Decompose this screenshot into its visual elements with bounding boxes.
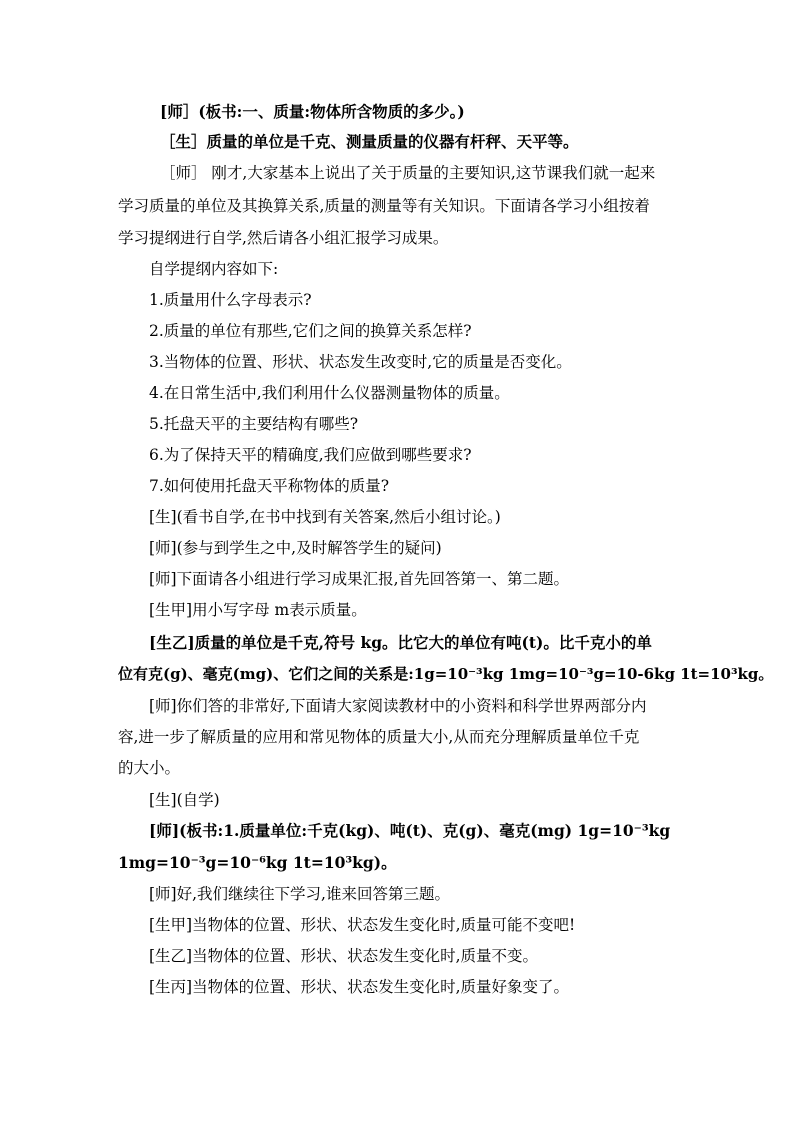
text-line-24: [师](板书:1.质量单位:千克(kg)、吨(t)、克(g)、毫克(mg) 1g=10⁻³kg [149,821,671,840]
text-line-18: [生乙]质量的单位是千克,符号 kg。比它大的单位有吨(t)。比千克小的单 [149,633,652,652]
text-line-22: 的大小。 [118,759,181,777]
text-line-29: [生丙]当物体的位置、形状、状态发生变化时,质量好象变了。 [149,978,570,996]
text-line-28: [生乙]当物体的位置、形状、状态发生变化时,质量不变。 [149,947,539,965]
outline-item-3: 3.当物体的位置、形状、状态发生改变时,它的质量是否变化。 [149,353,572,371]
text-line-15: [师](参与到学生之中,及时解答学生的疑问) [149,539,442,557]
text-line-16: [师]下面请各小组进行学习成果汇报,首先回答第一、第二题。 [149,570,570,588]
text-line-21: 容,进一步了解质量的应用和常见物体的质量大小,从而充分理解质量单位千克 [118,728,640,746]
outline-item-4: 4.在日常生活中,我们利用什么仪器测量物体的质量。 [149,384,510,402]
text-line-17: [生甲]用小写字母 m表示质量。 [149,601,367,619]
outline-item-6: 6.为了保持天平的精确度,我们应做到哪些要求? [149,446,472,464]
text-line-26: [师]好,我们继续往下学习,谁来回答第三题。 [149,885,450,903]
text-line-23: [生](自学) [149,791,220,809]
text-line-4: 学习质量的单位及其换算关系,质量的测量等有关知识。下面请各学习小组按着 [118,197,650,215]
text-line-19: 位有克(g)、毫克(mg)、它们之间的关系是:1g=10⁻³kg 1mg=10⁻³g=10-6kg 1t=10³kg。 [118,665,774,683]
outline-item-1: 1.质量用什么字母表示? [149,291,312,309]
text-line-2: ［生］质量的单位是千克、测量质量的仪器有杆秤、天平等。 [160,132,579,151]
outline-item-5: 5.托盘天平的主要结构有哪些? [149,415,359,433]
text-line-3: ［师］ 刚才,大家基本上说出了关于质量的主要知识,这节课我们就一起来 [160,164,656,182]
text-line-14: [生](看书自学,在书中找到有关答案,然后小组讨论。) [149,508,501,526]
text-line-6: 自学提纲内容如下: [149,260,279,278]
outline-item-2: 2.质量的单位有那些,它们之间的换算关系怎样? [149,322,472,340]
text-line-5: 学习提纲进行自学,然后请各小组汇报学习成果。 [118,229,449,247]
outline-item-7: 7.如何使用托盘天平称物体的质量? [149,477,390,495]
text-line-1: [师］(板书:一、质量:物体所含物质的多少。) [160,102,465,121]
text-line-20: [师]你们答的非常好,下面请大家阅读教材中的小资料和科学世界两部分内 [149,697,647,715]
text-line-25: 1mg=10⁻³g=10⁻⁶kg 1t=10³kg)。 [118,853,397,872]
text-line-27: [生甲]当物体的位置、形状、状态发生变化时,质量可能不变吧! [149,916,576,934]
